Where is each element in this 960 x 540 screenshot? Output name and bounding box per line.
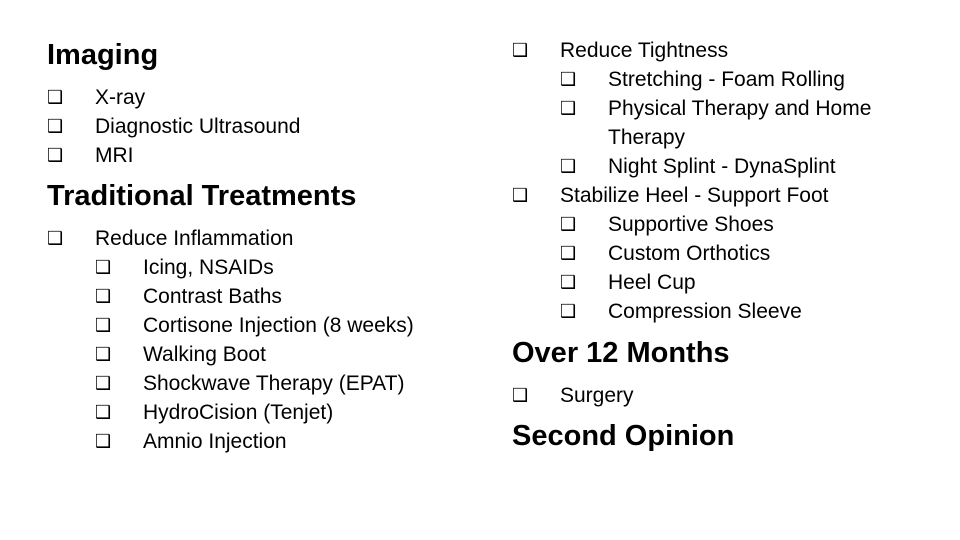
imaging-heading: Imaging bbox=[47, 39, 159, 71]
list-item-label: HydroCision (Tenjet) bbox=[143, 401, 334, 424]
checkbox-icon: ❑ bbox=[95, 257, 112, 278]
list-item-label: Icing, NSAIDs bbox=[143, 256, 274, 279]
checkbox-icon: ❑ bbox=[47, 228, 64, 249]
checkbox-icon: ❑ bbox=[95, 402, 112, 423]
checkbox-icon: ❑ bbox=[512, 40, 529, 61]
list-item-label: X-ray bbox=[95, 86, 146, 109]
list-item-label: Reduce Inflammation bbox=[95, 227, 294, 250]
list-item-label: Physical Therapy and Home bbox=[608, 97, 872, 120]
checkbox-icon: ❑ bbox=[560, 272, 577, 293]
checkbox-icon: ❑ bbox=[512, 385, 529, 406]
list-item-label: Shockwave Therapy (EPAT) bbox=[143, 372, 405, 395]
list-item-label: Night Splint - DynaSplint bbox=[608, 155, 836, 178]
list-item-label: Cortisone Injection (8 weeks) bbox=[143, 314, 414, 337]
checkbox-icon: ❑ bbox=[95, 344, 112, 365]
list-item-label: Diagnostic Ultrasound bbox=[95, 115, 301, 138]
list-item-label: Custom Orthotics bbox=[608, 242, 771, 265]
checkbox-icon: ❑ bbox=[47, 116, 64, 137]
checkbox-icon: ❑ bbox=[95, 315, 112, 336]
checkbox-icon: ❑ bbox=[47, 87, 64, 108]
checkbox-icon: ❑ bbox=[95, 431, 112, 452]
checkbox-icon: ❑ bbox=[560, 69, 577, 90]
list-item-label: Surgery bbox=[560, 384, 634, 407]
list-item-label: MRI bbox=[95, 144, 134, 167]
list-item-label: Amnio Injection bbox=[143, 430, 287, 453]
checkbox-icon: ❑ bbox=[560, 98, 577, 119]
list-item-label: Heel Cup bbox=[608, 271, 696, 294]
list-item-label-continued: Therapy bbox=[608, 126, 686, 149]
list-item-label: Stabilize Heel - Support Foot bbox=[560, 184, 829, 207]
over-12-months-heading: Over 12 Months bbox=[512, 337, 730, 369]
list-item-label: Reduce Tightness bbox=[560, 39, 729, 62]
checkbox-icon: ❑ bbox=[512, 185, 529, 206]
list-item-label: Contrast Baths bbox=[143, 285, 282, 308]
traditional-treatments-heading: Traditional Treatments bbox=[47, 180, 357, 212]
list-item-label: Stretching - Foam Rolling bbox=[608, 68, 845, 91]
checkbox-icon: ❑ bbox=[47, 145, 64, 166]
checkbox-icon: ❑ bbox=[560, 301, 577, 322]
second-opinion-heading: Second Opinion bbox=[512, 420, 735, 452]
list-item-label: Compression Sleeve bbox=[608, 300, 802, 323]
checkbox-icon: ❑ bbox=[560, 214, 577, 235]
checkbox-icon: ❑ bbox=[95, 373, 112, 394]
list-item-label: Walking Boot bbox=[143, 343, 266, 366]
list-item-label: Supportive Shoes bbox=[608, 213, 774, 236]
checkbox-icon: ❑ bbox=[560, 243, 577, 264]
checkbox-icon: ❑ bbox=[560, 156, 577, 177]
checkbox-icon: ❑ bbox=[95, 286, 112, 307]
